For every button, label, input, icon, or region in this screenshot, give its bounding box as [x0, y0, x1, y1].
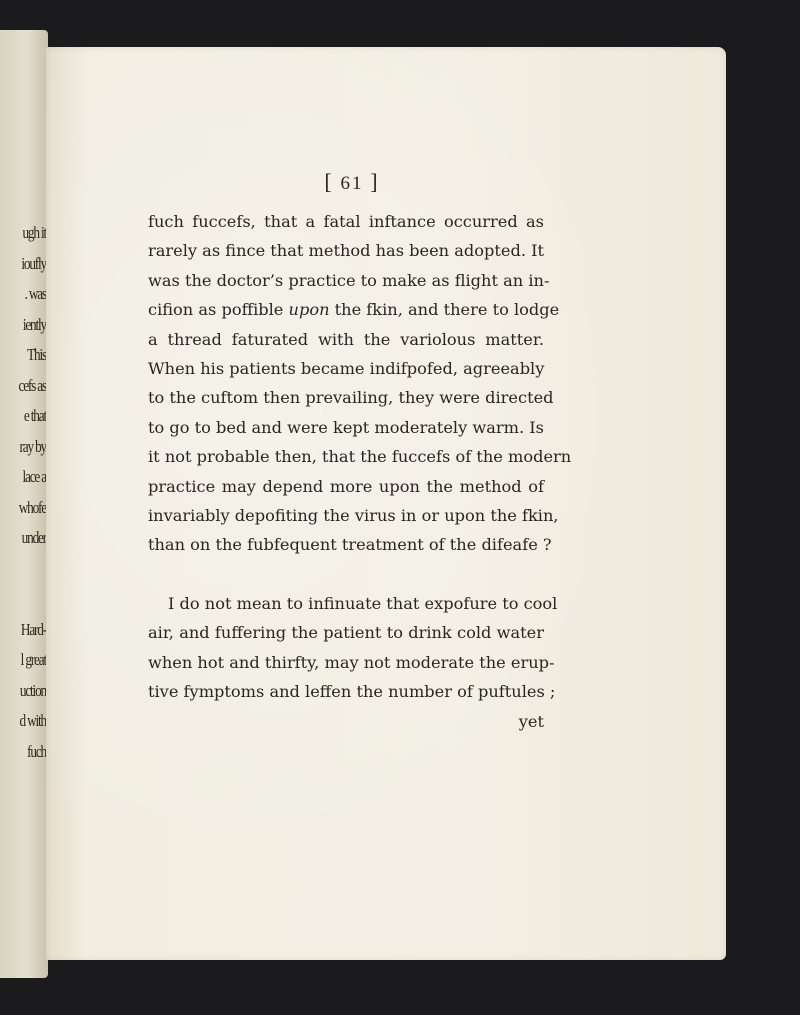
edge-fragment: e that: [23, 406, 46, 425]
facing-page-text-fragments: [10, 218, 46, 767]
text-line: to the cuftom then prevailing, they were directed: [148, 388, 554, 408]
text-line: [148, 295, 560, 324]
edge-fragment: cefs as: [18, 375, 46, 395]
edge-fragment: whofe: [18, 497, 46, 517]
edge-fragment: . was: [24, 284, 46, 303]
text-line: practice may depend more upon the method of: [148, 476, 544, 496]
text-line: rarely as fince that method has been adopted. It: [148, 241, 545, 261]
text-line: when hot and thirfty, may not moderate the erup-: [148, 652, 555, 672]
edge-fragment: l great: [20, 650, 46, 669]
text-line: fuch fuccefs, that a fatal inftance occurred as: [148, 212, 544, 231]
edge-fragment: This: [27, 345, 46, 364]
text-line: was the doctor’s practice to make as flight an in-: [148, 270, 550, 290]
text-line: to go to bed and were kept moderately warm. Is: [148, 417, 544, 437]
edge-fragment: Hard-: [20, 619, 46, 639]
text-line: than on the fubfequent treatment of the difeafe ?: [148, 535, 552, 555]
page-number-value: 61: [340, 173, 364, 194]
text-line: a thread faturated with the variolous matter.: [148, 329, 544, 349]
edge-fragment: ray by: [19, 436, 46, 456]
paragraph-1: [148, 207, 572, 560]
book-page: [46, 47, 726, 960]
paragraph-break: [148, 560, 544, 589]
text-line: invariably depofiting the virus in or upon the fkin,: [148, 505, 559, 525]
edge-fragment: d with: [19, 711, 46, 730]
text-line: tive fymptoms and leffen the number of puftules ;: [148, 682, 556, 702]
paragraph-2: [148, 589, 558, 707]
catchword: yet: [518, 711, 544, 731]
edge-fragment: iently: [22, 314, 46, 334]
page-number: [312, 169, 392, 195]
italic-word: upon: [288, 300, 330, 320]
page-body: [148, 207, 572, 736]
edge-fragment: uction: [19, 680, 46, 700]
edge-fragment: ugh it: [22, 223, 46, 242]
bracket-open: [: [324, 169, 334, 194]
text-line: When his patients became indifpofed, agreeably: [148, 358, 545, 378]
text-line: air, and fuffering the patient to drink cold water: [148, 623, 544, 643]
text-span: the fkin, and there to lodge: [334, 300, 560, 320]
bracket-close: ]: [370, 169, 380, 194]
edge-fragment: fuch: [27, 741, 46, 761]
text-line: it not probable then, that the fuccefs of the modern: [148, 447, 572, 467]
text-span: cifion as poffible: [148, 300, 284, 320]
edge-fragment: under: [21, 528, 46, 547]
edge-fragment: ioufly: [21, 253, 46, 273]
text-line: I do not mean to infinuate that expofure to cool: [168, 594, 558, 614]
facing-page-edge: [0, 30, 48, 978]
edge-fragment: lace a: [22, 467, 46, 486]
